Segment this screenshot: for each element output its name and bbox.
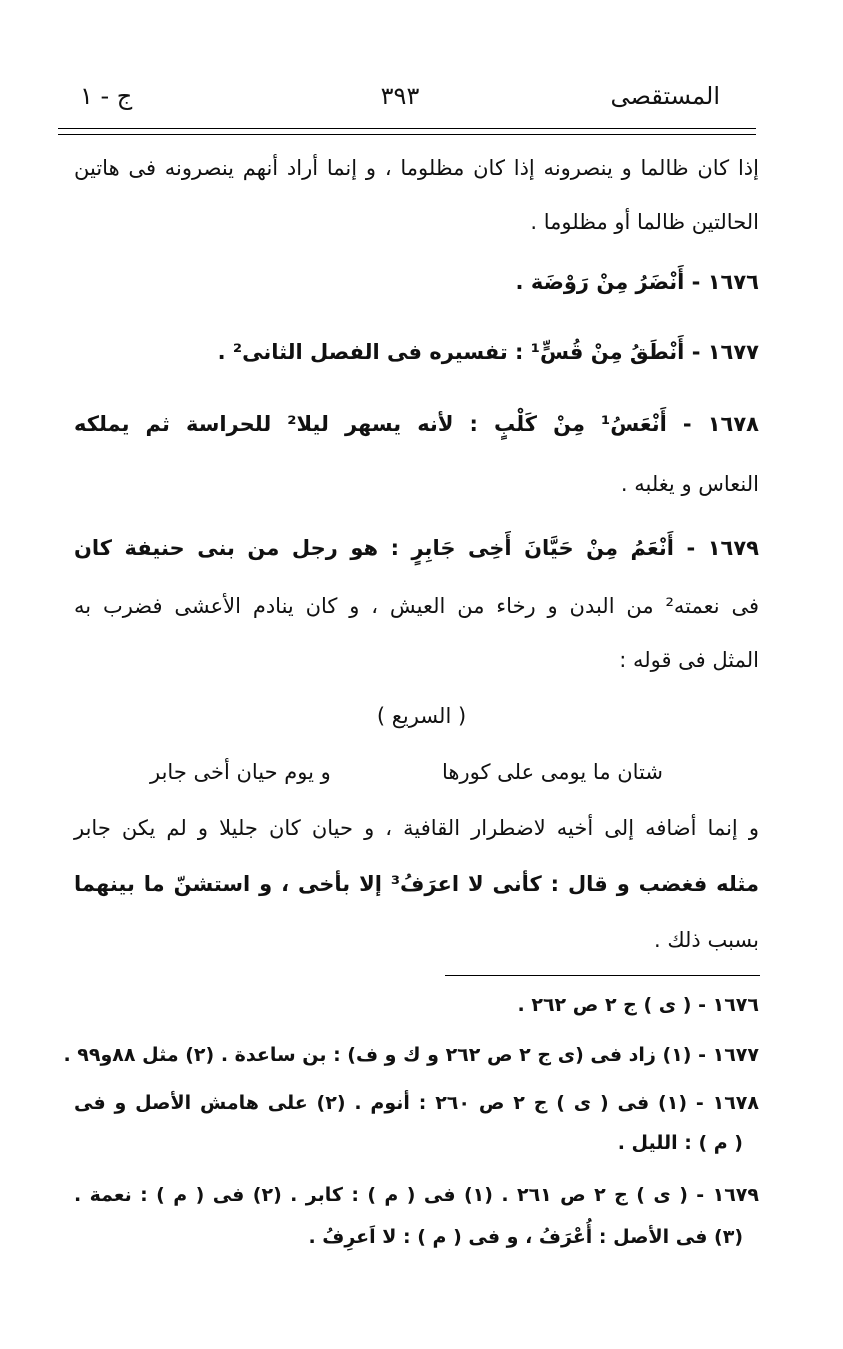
proverb-entry: ١٦٧٨ - أَنْعَسُ¹ مِنْ كَلْبٍ : لأنه يسهر ليلا² للحراسة ثم يملكه: [74, 412, 759, 436]
proverb-entry: ١٦٧٧ - أَنْطَقُ مِنْ قُسٍّ¹ : تفسيره فى الفصل الثانى² .: [217, 340, 759, 364]
header-rule: [58, 128, 756, 129]
verse-first-hemistich: شتان ما يومى على كورها: [442, 760, 663, 784]
footnote: ١٦٧٦ - ( ى ) ج ٢ ص ٢٦٢ .: [517, 994, 759, 1016]
body-line: النعاس و يغلبه .: [620, 472, 759, 496]
footnote-rule: [445, 975, 760, 976]
proverb-entry: ١٦٧٦ - أَنْضَرُ مِنْ رَوْضَة .: [515, 270, 759, 294]
body-line: المثل فى قوله :: [619, 648, 759, 672]
proverb-entry: ١٦٧٩ - أَنْعَمُ مِنْ حَيَّانَ أَخِى جَابِرٍ : هو رجل من بنى حنيفة كان: [74, 536, 759, 560]
footnote: ( م ) : الليل .: [617, 1132, 743, 1154]
page-header: [80, 82, 720, 122]
page-number: ٣٩٣: [380, 82, 420, 110]
body-line: الحالتين ظالما أو مظلوما .: [530, 210, 759, 234]
meter-label: ( السريع ): [376, 704, 467, 728]
body-line: فى نعمته² من البدن و رخاء من العيش ، و كان ينادم الأعشى فضرب به: [74, 594, 759, 618]
verse-second-hemistich: و يوم حيان أخى جابر: [150, 760, 331, 784]
body-line: بسبب ذلك .: [653, 928, 759, 952]
footnote: ١٦٧٩ - ( ى ) ج ٢ ص ٢٦١ . (١) فى ( م ) : كابر . (٢) فى ( م ) : نعمة .: [74, 1184, 759, 1206]
footnote: (٣) فى الأصل : أُعْرَفُ ، و فى ( م ) : لا اَعرِفُ .: [308, 1226, 743, 1248]
body-line: و إنما أضافه إلى أخيه لاضطرار القافية ، و حيان كان جليلا و لم يكن جابر: [74, 816, 759, 840]
footnote: ١٦٧٧ - (١) زاد فى (ى ج ٢ ص ٢٦٢ و ك و ف) : بن ساعدة . (٢) مثل ٨٨و٩٩ .: [63, 1044, 759, 1066]
header-rule-double: [58, 134, 756, 135]
footnote: ١٦٧٨ - (١) فى ( ى ) ج ٢ ص ٢٦٠ : أنوم . (٢) على هامش الأصل و فى: [74, 1092, 759, 1114]
body-line: إذا كان ظالما و ينصرونه إذا كان مظلوما ، و إنما أراد أنهم ينصرونه فى هاتين: [74, 156, 759, 180]
volume-label: ج - ١: [80, 82, 133, 110]
running-title: المستقصى: [610, 82, 720, 110]
body-line: مثله فغضب و قال : كأنى لا اعرَفُ³ إلا بأخى ، و استشنّ ما بينهما: [74, 872, 759, 896]
